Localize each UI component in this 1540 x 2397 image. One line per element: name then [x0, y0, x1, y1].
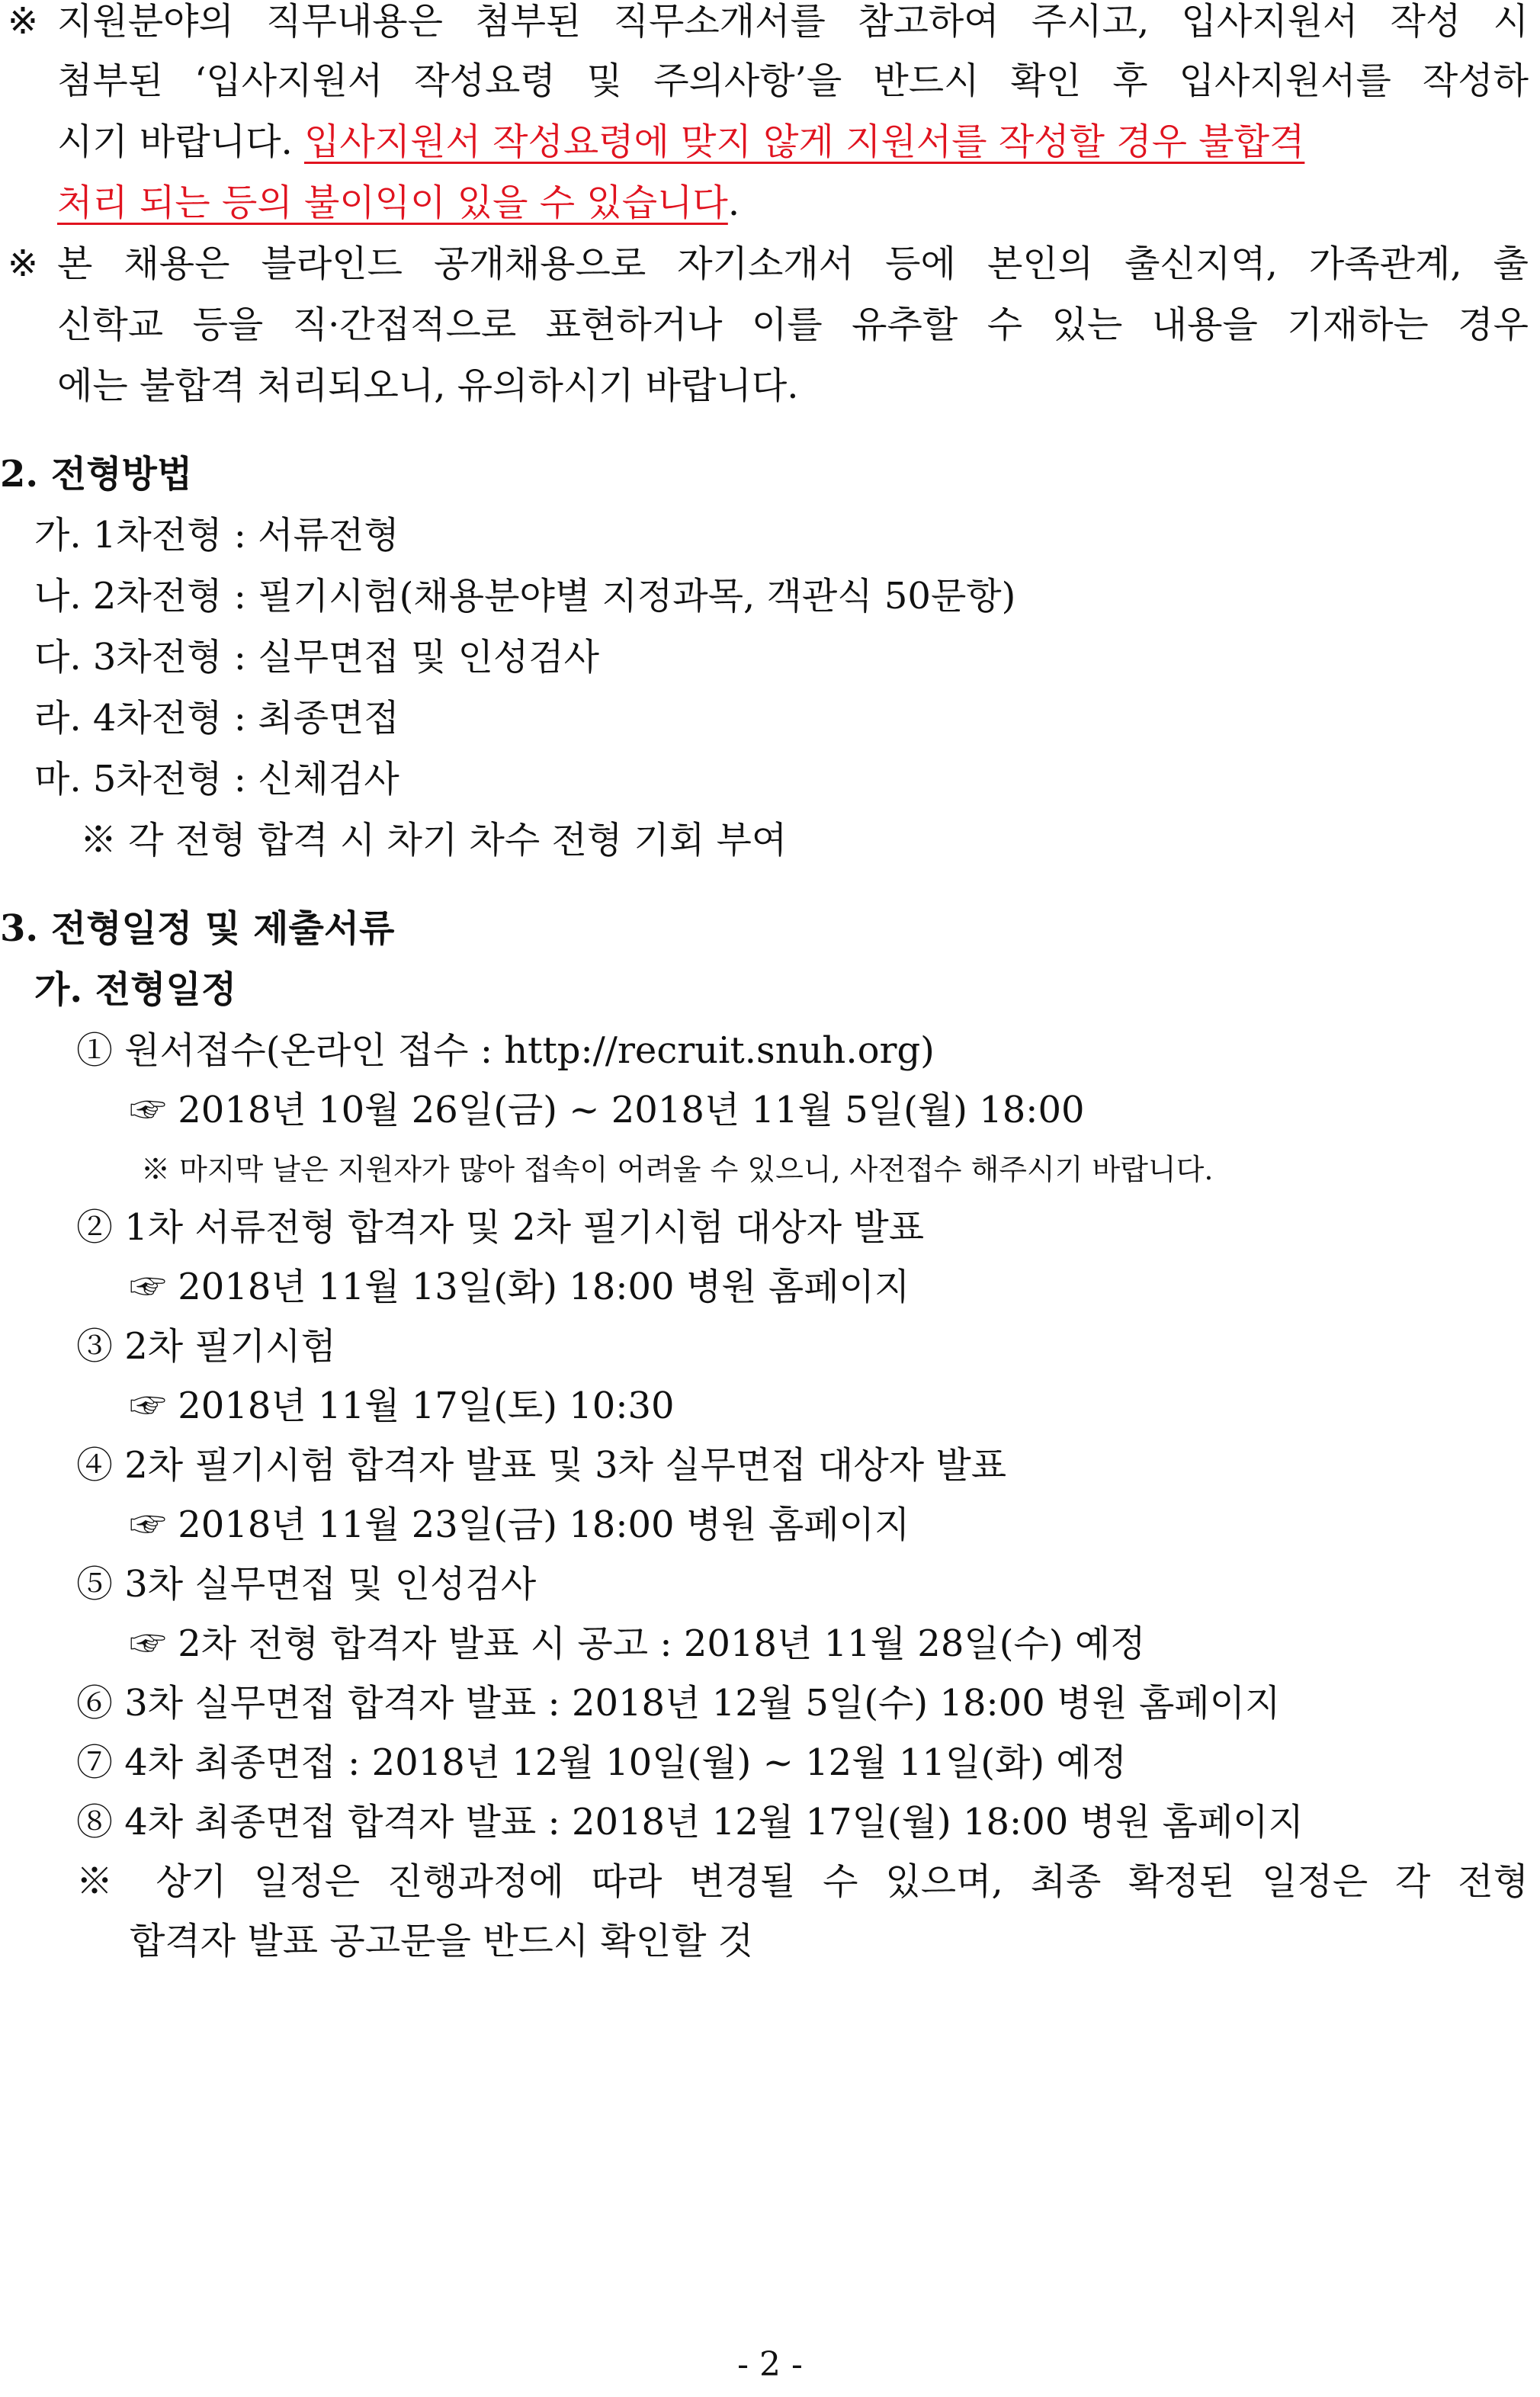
notice-2-line-1: 본 채용은 블라인드 공개채용으로 자기소개서 등에 본인의 출신지역, 가족관계, 출: [57, 242, 1529, 285]
schedule-item-4: ④ 2차 필기시험 합격자 발표 및 3차 실무면접 대상자 발표: [76, 1444, 1007, 1487]
section-2-item-ga: 가. 1차전형 : 서류전형: [34, 514, 399, 557]
section-3-heading: 3. 전형일정 및 제출서류: [0, 907, 395, 950]
notice-mark-2: ※: [7, 242, 39, 285]
notice-1-period: .: [727, 181, 740, 224]
section-2-item-ma: 마. 5차전형 : 신체검사: [34, 758, 399, 801]
schedule-item-8: ⑧ 4차 최종면접 합격자 발표 : 2018년 12월 17일(월) 18:00 병원 홈페이지: [76, 1801, 1304, 1843]
notice-1-warning-part-1: 입사지원서 작성요령에 맞지 않게 지원서를 작성할 경우 불합격: [303, 120, 1305, 163]
schedule-item-7: ⑦ 4차 최종면접 : 2018년 12월 10일(월) ~ 12월 11일(화) 예정: [76, 1741, 1128, 1784]
notice-1-line-3-text: 시기 바랍니다.: [57, 120, 304, 163]
notice-1-line-4: [57, 172, 740, 233]
notice-1-warning-part-2: 처리 되는 등의 불이익이 있을 수 있습니다: [57, 181, 728, 224]
schedule-item-3-date: ☞ 2018년 11월 17일(토) 10:30: [130, 1385, 675, 1427]
section-2-note: ※ 각 전형 합격 시 차기 차수 전형 기회 부여: [80, 819, 788, 862]
section-2-heading: 2. 전형방법: [0, 453, 193, 496]
notice-mark-1: ※: [7, 0, 39, 43]
section-2-item-ra: 라. 4차전형 : 최종면접: [34, 697, 399, 740]
schedule-final-note-line-2: 합격자 발표 공고문을 반드시 확인할 것: [130, 1920, 754, 1962]
section-2-item-na: 나. 2차전형 : 필기시험(채용분야별 지정과목, 객관식 50문항): [34, 575, 1016, 618]
notice-1-line-2: 첨부된 ‘입사지원서 작성요령 및 주의사항’을 반드시 확인 후 입사지원서를 작성하: [57, 59, 1529, 102]
schedule-item-1: ① 원서접수(온라인 접수 : http://recruit.snuh.org): [76, 1029, 935, 1072]
schedule-item-5: ⑤ 3차 실무면접 및 인성검사: [76, 1563, 537, 1606]
schedule-item-3: ③ 2차 필기시험: [76, 1325, 336, 1368]
schedule-item-1-date: ☞ 2018년 10월 26일(금) ~ 2018년 11월 5일(월) 18:00: [130, 1089, 1085, 1131]
schedule-item-2-date: ☞ 2018년 11월 13일(화) 18:00 병원 홈페이지: [130, 1266, 910, 1308]
notice-2-line-3: 에는 불합격 처리되오니, 유의하시기 바랍니다.: [57, 364, 799, 407]
schedule-item-2: ② 1차 서류전형 합격자 및 2차 필기시험 대상자 발표: [76, 1206, 925, 1249]
notice-1-line-1: 지원분야의 직무내용은 첨부된 직무소개서를 참고하여 주시고, 입사지원서 작성 시: [57, 0, 1529, 43]
page-number: - 2 -: [737, 2345, 803, 2384]
schedule-item-5-date: ☞ 2차 전형 합격자 발표 시 공고 : 2018년 11월 28일(수) 예정: [130, 1622, 1146, 1665]
section-2-item-da: 다. 3차전형 : 실무면접 및 인성검사: [34, 636, 600, 679]
schedule-item-1-note: ※ 마지막 날은 지원자가 많아 접속이 어려울 수 있으니, 사전접수 해주시기 바랍니다.: [141, 1153, 1214, 1186]
notice-2-line-2: 신학교 등을 직·간접적으로 표현하거나 이를 유추할 수 있는 내용을 기재하는 경우: [57, 303, 1529, 346]
schedule-item-4-date: ☞ 2018년 11월 23일(금) 18:00 병원 홈페이지: [130, 1503, 910, 1546]
section-3-subheading: 가. 전형일정: [34, 968, 237, 1011]
schedule-final-note-line-1: ※ 상기 일정은 진행과정에 따라 변경될 수 있으며, 최종 확정된 일정은 각 전형: [76, 1860, 1529, 1903]
notice-1-line-3: [57, 111, 1529, 172]
schedule-item-6: ⑥ 3차 실무면접 합격자 발표 : 2018년 12월 5일(수) 18:00 병원 홈페이지: [76, 1682, 1281, 1725]
